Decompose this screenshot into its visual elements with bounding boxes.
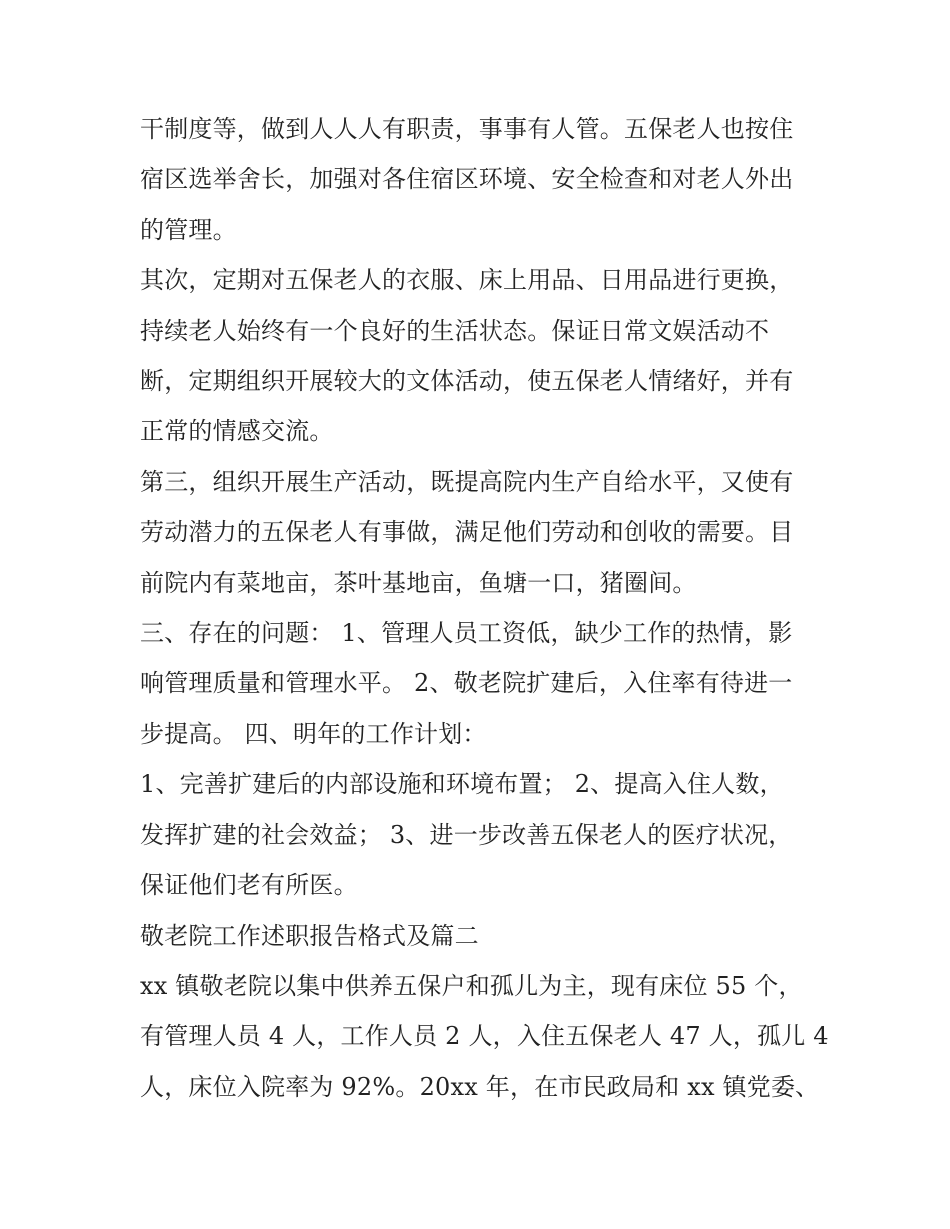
text-line: xx 镇敬老院以集中供养五保户和孤儿为主，现有床位 55 个，	[140, 971, 803, 1000]
text-line: 劳动潜力的五保老人有事做，满足他们劳动和创收的需要。目	[140, 518, 794, 547]
text-line: 第三，组织开展生产活动，既提高院内生产自给水平，又使有	[140, 467, 794, 496]
text-line: 三、存在的问题： 1、管理人员工资低，缺少工作的热情，影	[140, 619, 793, 648]
text-line: 步提高。 四、明年的工作计划：	[140, 719, 487, 748]
text-line: 有管理人员 4 人，工作人员 2 人，入住五保老人 47 人，孤儿 4	[140, 1022, 829, 1051]
text-line: 1、完善扩建后的内部设施和环境布置； 2、提高入住人数，	[140, 770, 784, 799]
text-line: 断，定期组织开展较大的文体活动，使五保老人情绪好，并有	[140, 367, 794, 396]
text-line: 的管理。	[140, 215, 237, 244]
text-line: 其次，定期对五保老人的衣服、床上用品、日用品进行更换，	[140, 266, 794, 295]
text-line: 宿区选举舍长，加强对各住宿区环境、安全检查和对老人外出	[140, 165, 794, 194]
section-heading: 敬老院工作述职报告格式及篇二	[140, 921, 479, 950]
text-line: 响管理质量和管理水平。 2、敬老院扩建后，入住率有待进一	[140, 669, 793, 698]
text-line: 人，床位入院率为 92%。20xx 年，在市民政局和 xx 镇党委、	[140, 1072, 820, 1101]
text-line: 保证他们老有所医。	[140, 871, 358, 900]
text-line: 持续老人始终有一个良好的生活状态。保证日常文娱活动不	[140, 316, 770, 345]
text-line: 发挥扩建的社会效益； 3、进一步改善五保老人的医疗状况，	[140, 820, 793, 849]
document-body	[140, 104, 829, 1112]
text-line: 前院内有菜地亩，茶叶基地亩，鱼塘一口，猪圈间。	[140, 568, 697, 597]
text-line: 干制度等，做到人人人有职责，事事有人管。五保老人也按住	[140, 115, 794, 143]
text-line: 正常的情感交流。	[140, 417, 334, 446]
